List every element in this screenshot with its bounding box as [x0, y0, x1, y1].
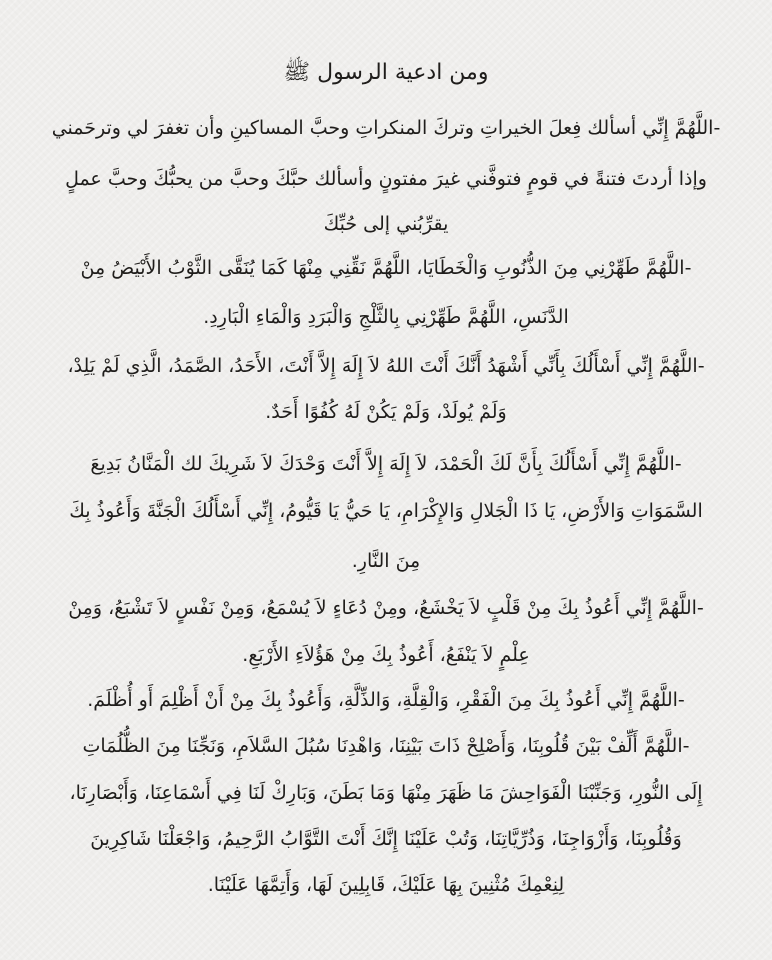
- text-line: إِلَى النُّورِ، وَجَنِّبْنَا الْفَوَاحِشَ مَا ظَهَرَ مِنْهَا وَمَا بَطَنَ، وَبَارِكْ لَنَا فِي أَسْمَاعِنَا، وَأَبْصَارِنَا،: [69, 782, 703, 804]
- text-line: وإذا أردتَ فتنةً في قومٍ فتوفَّني غيرَ مفتونٍ وأسألك حبَّكَ وحبَّ من يحبُّكَ وحبَّ عملٍ: [65, 168, 707, 190]
- text-line: -اللَّهُمَّ أَلِّفْ بَيْنَ قُلُوبِنَا، وَأَصْلِحْ ذَاتَ بَيْنِنَا، وَاهْدِنَا سُبُلَ السَّلاَمِ، وَنَجِّنَا مِنَ الظُّلُمَاتِ: [82, 735, 690, 757]
- text-line: مِنَ النَّارِ.: [351, 550, 421, 572]
- text-line: وَقُلُوبِنَا، وَأَزْوَاجِنَا، وَذُرِّيَّاتِنَا، وَتُبْ عَلَيْنَا إِنَّكَ أَنْتَ التَّوَّابُ الرَّحِيمُ، وَاجْعَلْنَا شَاكِرِينَ: [90, 828, 682, 850]
- text-line: لِنِعْمِكَ مُثْنِينَ بِهَا عَلَيْكَ، قَابِلِينَ لَهَا، وَأَتِمَّهَا عَلَيْنَا.: [207, 874, 565, 896]
- text-line: -اللَّهُمَّ إِنِّي أَسْأَلُكَ بِأَنَّ لَكَ الْحَمْدَ، لاَ إِلَهَ إِلاَّ أَنْتَ وَحْدَكَ لاَ شَرِيكَ لك الْمَنَّانُ بَدِيعَ: [90, 453, 682, 475]
- text-line: -اللَّهُمَّ إِنِّي أَسْأَلُكَ بِأَنِّي أَشْهَدُ أَنَّكَ أَنْتَ اللهُ لاَ إِلَهَ إِلاَّ أَنْتَ، الأَحَدُ، الصَّمَدُ، الَّذِي لَمْ يَلِدْ،: [67, 355, 705, 377]
- page-title: ومن ادعية الرسول ﷺ: [283, 60, 489, 85]
- text-line: عِلْمٍ لاَ يَنْفَعُ، أَعُوذُ بِكَ مِنْ هَؤُلاَءِ الأَرْبَعِ.: [242, 644, 530, 666]
- text-line: -اللَّهُمَّ إِنِّي أَعُوذُ بِكَ مِنْ قَلْبٍ لاَ يَخْشَعُ، ومِنْ دُعَاءٍ لاَ يُسْمَعُ، وَمِنْ نَفْسٍ لاَ تَشْبَعُ، وَمِنْ: [68, 597, 704, 619]
- text-line: السَّمَوَاتِ وَالأَرْضِ، يَا ذَا الْجَلالِ وَالإِكْرَامِ، يَا حَيُّ يَا قَيُّومُ، إِنِّي أَسْأَلُكَ الْجَنَّةَ وَأَعُوذُ بِكَ: [69, 500, 703, 522]
- text-line: الدَّنَسِ، اللَّهُمَّ طَهِّرْنِي بِالثَّلْجِ وَالْبَرَدِ وَالْمَاءِ الْبَارِدِ.: [203, 306, 569, 328]
- text-line: -اللَّهُمَّ إِنِّي أَعُوذُ بِكَ مِنَ الْفَقْرِ، وَالْقِلَّةِ، وَالذِّلَّةِ، وَأَعُوذُ بِكَ مِنْ أَنْ أَظْلِمَ أَو أُظْلَمَ.: [87, 689, 685, 711]
- text-line: يقرِّبُني إلى حُبِّكَ: [323, 213, 449, 235]
- text-line: وَلَمْ يُولَدْ، وَلَمْ يَكُنْ لَهُ كُفُوًا أَحَدٌ.: [265, 401, 507, 423]
- text-line: -اللَّهُمَّ إِنِّي أسألك فِعلَ الخيراتِ وتركَ المنكراتِ وحبَّ المساكينِ وأن تغفرَ لي وترحَمني: [51, 117, 721, 139]
- text-line: -اللَّهُمَّ طَهِّرْنِي مِنَ الذُّنُوبِ وَالْخَطَايَا، اللَّهُمَّ نَقِّنِي مِنْهَا كَمَا يُنَقَّى الثَّوْبُ الأَبْيَضُ مِنْ: [80, 257, 692, 279]
